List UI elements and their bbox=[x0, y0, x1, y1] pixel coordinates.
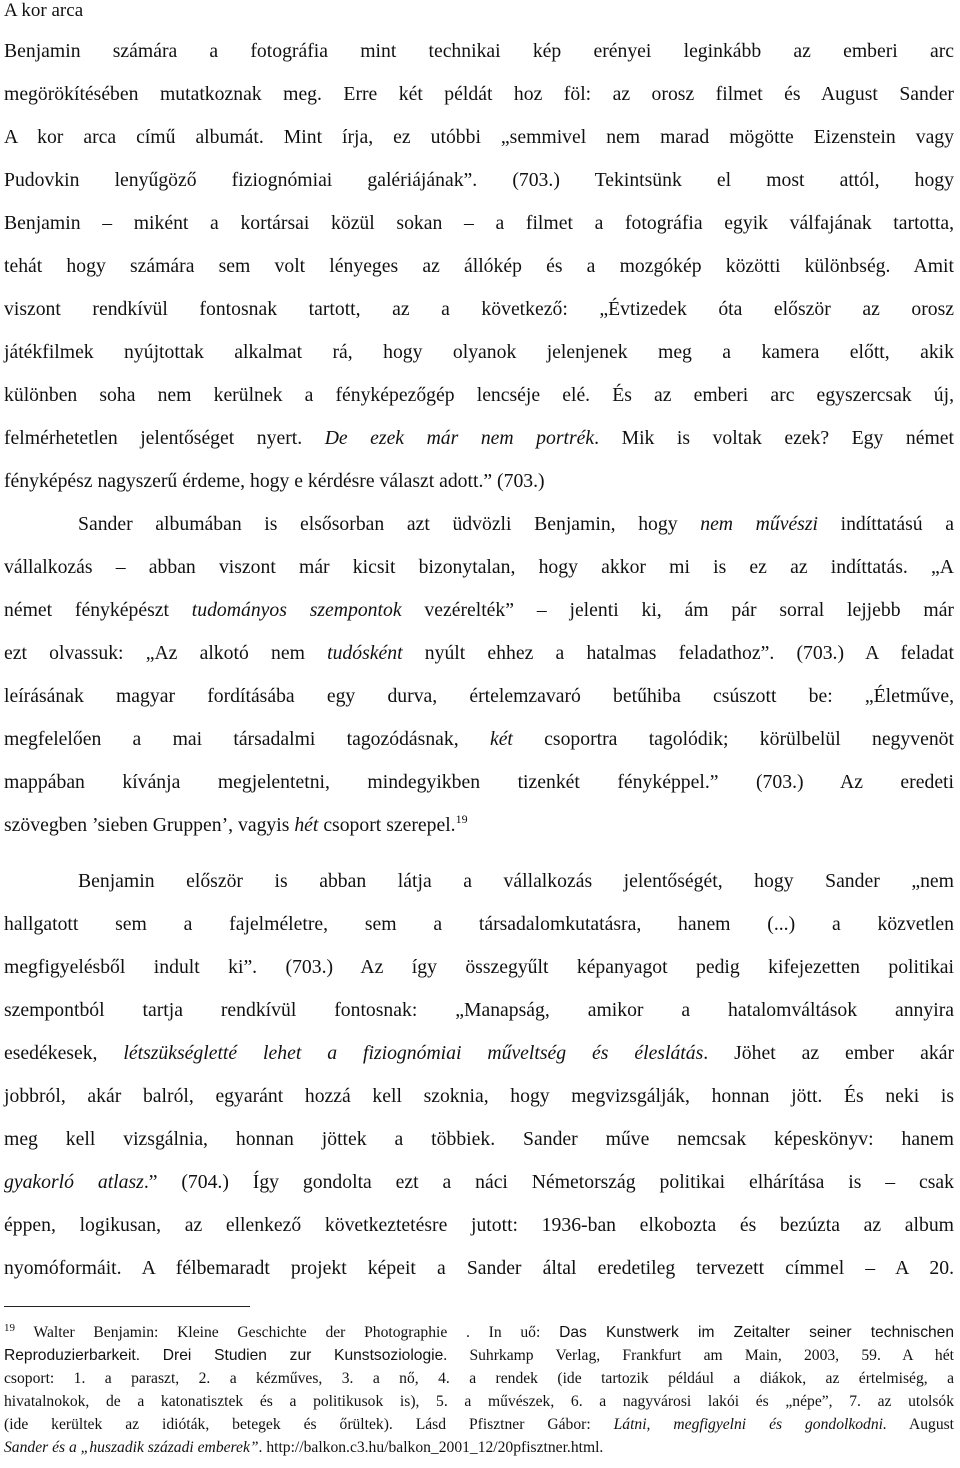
body-line: fényképész nagyszerű érdeme, hogy e kérdésre választ adott.” (703.) bbox=[4, 470, 545, 492]
italic-phrase: gyakorló atlasz bbox=[4, 1171, 144, 1193]
footnote-reference[interactable]: 19 bbox=[455, 812, 468, 826]
body-line: megfelelően a mai társadalmi tagozódásnak, két csoportra tagolódik; körülbelül negyvenöt bbox=[4, 728, 954, 750]
body-line: különben soha nem kerülnek a fényképezőgép lencséje elé. És az emberi arc egyszercsak új, bbox=[4, 384, 954, 406]
footnote-line bbox=[4, 1437, 954, 1459]
body-line: német fényképészt tudományos szempontok vezérelték” – jelenti ki, ám pár sorral lejjebb már bbox=[4, 599, 954, 621]
body-line: Benjamin számára a fotográfia mint technikai kép erényei leginkább az emberi arc bbox=[4, 40, 954, 62]
body-line: mappában kívánja megjelentetni, mindegyikben tizenkét fényképpel.” (703.) Az eredeti bbox=[4, 771, 954, 793]
footnote-line: hivatalnokok, de a katonatisztek és a politikusok is), 5. a művészek, 6. a nagyvárosi lakói és „népe”, 7. az utolsók bbox=[4, 1393, 954, 1410]
body-line: éppen, logikusan, az ellenkező következtetésre jutott: 1936-ban elkobozta és bezúzta az album bbox=[4, 1214, 954, 1236]
body-line: ezt olvassuk: „Az alkotó nem tudósként nyúlt ehhez a hatalmas feladathoz”. (703.) A feladat bbox=[4, 642, 955, 664]
italic-phrase: hét bbox=[294, 814, 319, 836]
italic-phrase: tudósként bbox=[327, 642, 403, 664]
body-line: szempontból tartja rendkívül fontosnak: „Manapság, amikor a hatalomváltások annyira bbox=[4, 999, 954, 1021]
body-line: leírásának magyar fordításába egy durva, értelemzavaró betűhiba csúszott be: „Életműve, bbox=[4, 685, 954, 707]
body-line: jobbról, akár balról, egyaránt hozzá kell szoknia, hogy megvizsgálják, honnan jött. És neki is bbox=[4, 1085, 954, 1107]
body-line: nyomóformáit. A félbemaradt projekt képeit a Sander által eredetileg tervezett címmel – A 20. bbox=[4, 1257, 954, 1279]
paragraph-start-line: Sander albumában is elsősorban azt üdvözli Benjamin, hogy nem művészi indíttatású a bbox=[78, 513, 954, 535]
body-line: megörökítésében mutatkoznak meg. Erre két példát hoz föl: az orosz filmet és August Sander bbox=[4, 83, 954, 105]
footnote-number: 19 bbox=[4, 1322, 15, 1334]
footnote-line: csoport: 1. a paraszt, 2. a kézműves, 3. a nő, 4. a rendek (ide tartozik például a diákok, az értelmiség, a bbox=[4, 1370, 954, 1387]
body-line: A kor arca című albumát. Mint írja, ez utóbbi „semmivel nem marad mögötte Eizenstein vagy bbox=[4, 126, 954, 148]
body-line: esedékesek, létszükségletté lehet a fiziognómiai műveltség és éleslátás. Jöhet az ember akár bbox=[4, 1042, 955, 1064]
body-line: vállalkozás – abban viszont már kicsit bizonytalan, hogy akkor mi is ez az indíttatás. „A bbox=[4, 556, 954, 578]
italic-phrase: nem művészi bbox=[700, 513, 818, 535]
footnote-url[interactable]: . http://balkon.c3.hu/balkon_2001_12/20pfisztner.html. bbox=[258, 1439, 604, 1456]
italic-phrase: Látni, megfigyelni és gondolkodni. bbox=[613, 1416, 887, 1433]
section-title: A kor arca bbox=[4, 0, 84, 21]
footnote-line: (ide kerültek az idióták, betegek és őrültek). Lásd Pfisztner Gábor: Látni, megfigyelni és gondolkodni. August bbox=[4, 1416, 955, 1433]
italic-phrase: létszükségletté lehet a fiziognómiai műveltség és éleslátás bbox=[123, 1042, 704, 1064]
body-line: Pudovkin lenyűgöző fiziognómiai galériájának”. (703.) Tekintsünk el most attól, hogy bbox=[4, 169, 954, 191]
footnote-line: $^{19}$ Walter Benjamin: Kleine Geschichte der Photographie . In uő: Das Kunstwerk im Zeitalter seiner technischen bbox=[4, 1322, 955, 1341]
footnote-line: Reproduzierbarkeit. Drei Studien zur Kunstsoziologie. Suhrkamp Verlag, Frankfurt am Main, 2003, 59. A hét bbox=[4, 1347, 954, 1364]
body-line: szövegben ’sieben Gruppen’, vagyis hét csoport szerepel.$^{19}$ bbox=[4, 812, 468, 836]
body-line: hallgatott sem a fajelméletre, sem a társadalomkutatásra, hanem (...) a közvetlen bbox=[4, 913, 954, 935]
body-line: viszont rendkívül fontosnak tartott, az a következő: „Évtizedek óta először az orosz bbox=[4, 298, 954, 320]
body-line: megfigyelésből indult ki”. (703.) Az így összegyűlt képanyagot pedig kifejezetten politikai bbox=[4, 956, 954, 978]
body-line: felmérhetetlen jelentőséget nyert. De ezek már nem portrék. Mik is voltak ezek? Egy német bbox=[4, 427, 955, 449]
italic-phrase: De ezek már nem portrék bbox=[324, 427, 595, 449]
italic-phrase: két bbox=[489, 728, 513, 750]
body-line: tehát hogy számára sem volt lényeges az állókép és a mozgókép közötti különbség. Amit bbox=[4, 255, 954, 277]
body-line: meg kell vizsgálnia, honnan jöttek a többiek. Sander műve nemcsak képeskönyv: hanem bbox=[4, 1128, 954, 1150]
paragraph-start-line: Benjamin először is abban látja a vállalkozás jelentőségét, hogy Sander „nem bbox=[78, 870, 954, 892]
footnote-divider bbox=[4, 1306, 250, 1307]
body-line: játékfilmek nyújtottak alkalmat rá, hogy olyanok jelenjenek meg a kamera előtt, akik bbox=[4, 341, 954, 363]
italic-phrase: tudományos szempontok bbox=[191, 599, 402, 621]
italic-phrase: Sander és a „huszadik századi emberek” bbox=[4, 1439, 259, 1456]
body-line: Benjamin – miként a kortársai közül sokan – a filmet a fotográfia egyik válfajának tartotta, bbox=[4, 212, 954, 234]
body-line: gyakorló atlasz.” (704.) Így gondolta ezt a náci Németország politikai elhárítása is – csak bbox=[4, 1171, 954, 1193]
